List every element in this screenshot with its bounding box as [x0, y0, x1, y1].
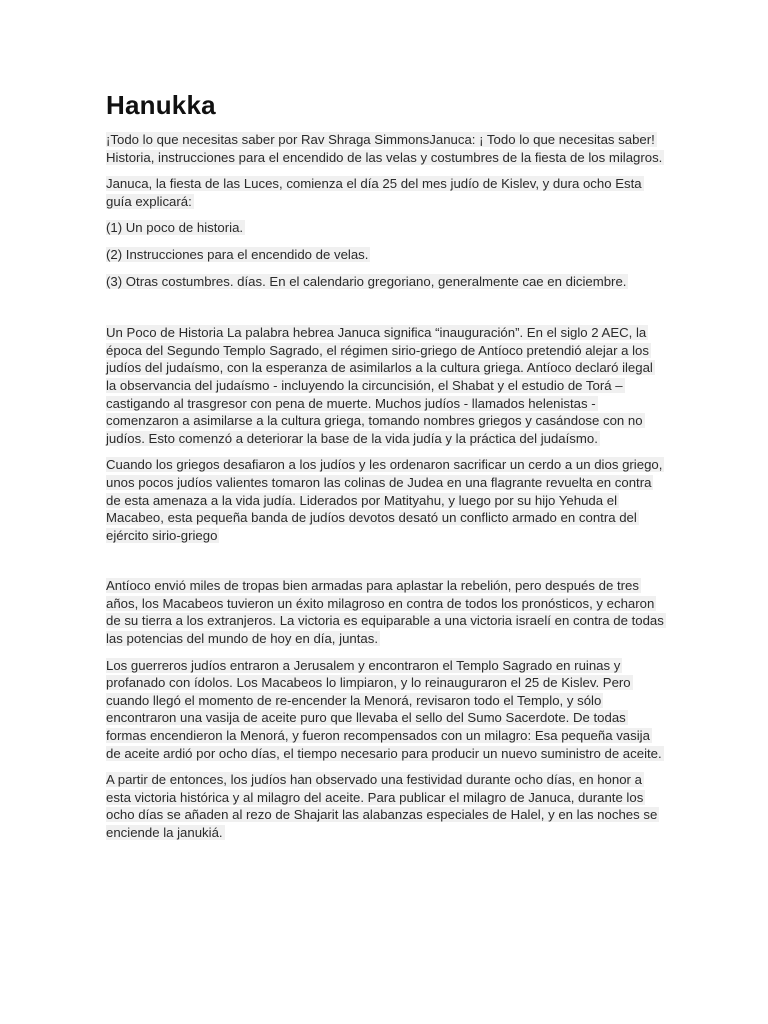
- paragraph-history: Un Poco de Historia La palabra hebrea Januca significa “inauguración”. En el siglo 2 AEC, la época del Segundo Templo Sagrado, el régimen sirio-griego de Antíoco pretendió alejar a los judíos del judaísmo, con la esperanza de asimilarlos a la cultura griega. Antíoco declaró ilegal la observancia del judaísmo - incluyendo la circuncisión, el Shabat y el estudio de Torá – castigando al trasgresor con pena de muerte. Muchos judíos - llamados helenistas - comenzaron a asimilarse a la cultura griega, tomando nombres griegos y casándose con no judíos. Esto comenzó a deteriorar la base de la vida judía y la práctica del judaísmo.: [106, 325, 653, 446]
- list-item-instructions: (2) Instrucciones para el encendido de velas.: [106, 246, 369, 262]
- paragraph-victory: Antíoco envió miles de tropas bien armadas para aplastar la rebelión, pero después de tres años, los Macabeos tuvieron un éxito milagroso en contra de todos los pronósticos, y echaron de su tierra a los extranjeros. La victoria es equiparable a una victoria israelí en contra de todas las potencias del mundo de hoy en día, juntas.: [106, 578, 664, 647]
- paragraph-revolt: Cuando los griegos desafiaron a los judíos y les ordenaron sacrificar un cerdo a un dios griego, unos pocos judíos valientes tomaron las colinas de Judea en una flagrante revuelta en contra de esta amenaza a la vida judía. Liderados por Matityahu, y luego por su hijo Yehuda el Macabeo, esta pequeña banda de judíos devotos desató un conflicto armado en contra del ejército sirio-griego: [106, 457, 663, 543]
- document-title: Hanukka: [106, 90, 216, 120]
- paragraph-intro: ¡Todo lo que necesitas saber por Rav Shraga SimmonsJanuca: ¡ Todo lo que necesitas saber! Historia, instrucciones para el encendido de las velas y costumbres de la fiesta de los milagros.: [106, 132, 663, 165]
- paragraph-januca-summary: Januca, la fiesta de las Luces, comienza el día 25 del mes judío de Kislev, y dura ocho Esta guía explicará:: [106, 176, 642, 209]
- list-item-customs: (3) Otras costumbres. días. En el calendario gregoriano, generalmente cae en diciembre.: [106, 273, 627, 289]
- section-spacer: [106, 553, 666, 577]
- document-body: [106, 90, 666, 851]
- paragraph-temple-miracle: Los guerreros judíos entraron a Jerusalem y encontraron el Templo Sagrado en ruinas y profanado con ídolos. Los Macabeos lo limpiaron, y lo reinauguraron el 25 de Kislev. Pero cuando llegó el momento de re-encender la Menorá, revisaron todo el Templo, y sólo encontraron una vasija de aceite puro que llevaba el sello del Sumo Sacerdote. De todas formas encendieron la Menorá, y fueron recompensados con un milagro: Esa pequeña vasija de aceite ardió por ocho días, el tiempo necesario para producir un nuevo suministro de aceite.: [106, 657, 662, 761]
- list-item-history: (1) Un poco de historia.: [106, 220, 244, 236]
- section-spacer: [106, 299, 666, 324]
- paragraph-observance: A partir de entonces, los judíos han observado una festividad durante ocho días, en honor a esta victoria histórica y al milagro del aceite. Para publicar el milagro de Januca, durante los ocho días se añaden al rezo de Shajarit las alabanzas especiales de Halel, y en las noches se enciende la janukiá.: [106, 772, 658, 840]
